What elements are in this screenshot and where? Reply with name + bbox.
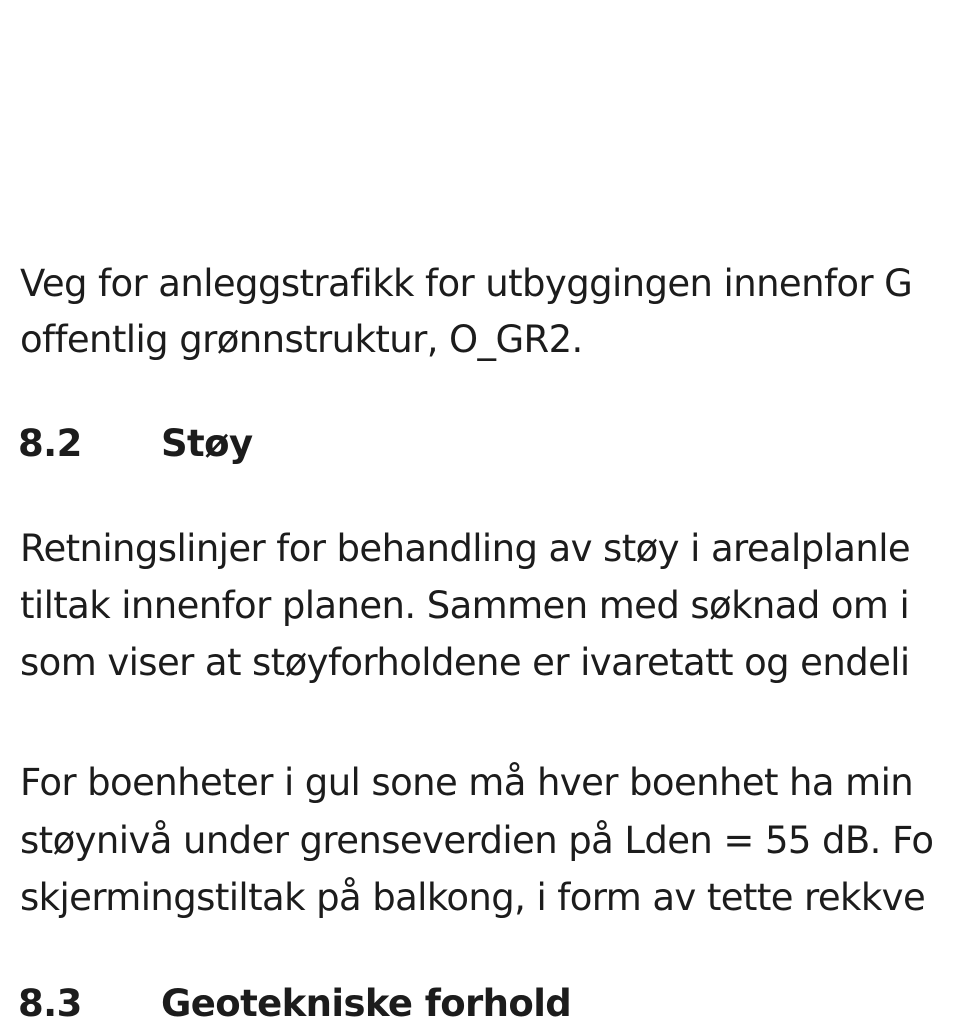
paragraph-1-line-2: offentlig grønnstruktur, O_GR2. (20, 318, 583, 361)
section-heading-8-2 (18, 422, 253, 465)
paragraph-3-line-3: skjermingstiltak på balkong, i form av tette rekkve (20, 876, 926, 919)
paragraph-2-line-3: som viser at støyforholdene er ivaretatt og endeli (20, 641, 910, 684)
section-title: Geotekniske forhold (161, 982, 572, 1025)
paragraph-2-line-2: tiltak innenfor planen. Sammen med søknad om i (20, 584, 910, 627)
section-number: 8.2 (18, 422, 82, 465)
paragraph-1-line-1: Veg for anleggstrafikk for utbyggingen innenfor G (20, 262, 913, 305)
section-heading-8-3 (18, 982, 572, 1025)
section-number: 8.3 (18, 982, 82, 1025)
paragraph-3-line-1: For boenheter i gul sone må hver boenhet ha min (20, 761, 914, 804)
paragraph-2-line-1: Retningslinjer for behandling av støy i arealplanle (20, 527, 911, 570)
section-title: Støy (161, 422, 253, 465)
paragraph-3-line-2: støynivå under grenseverdien på Lden = 55 dB. Fo (20, 819, 934, 862)
